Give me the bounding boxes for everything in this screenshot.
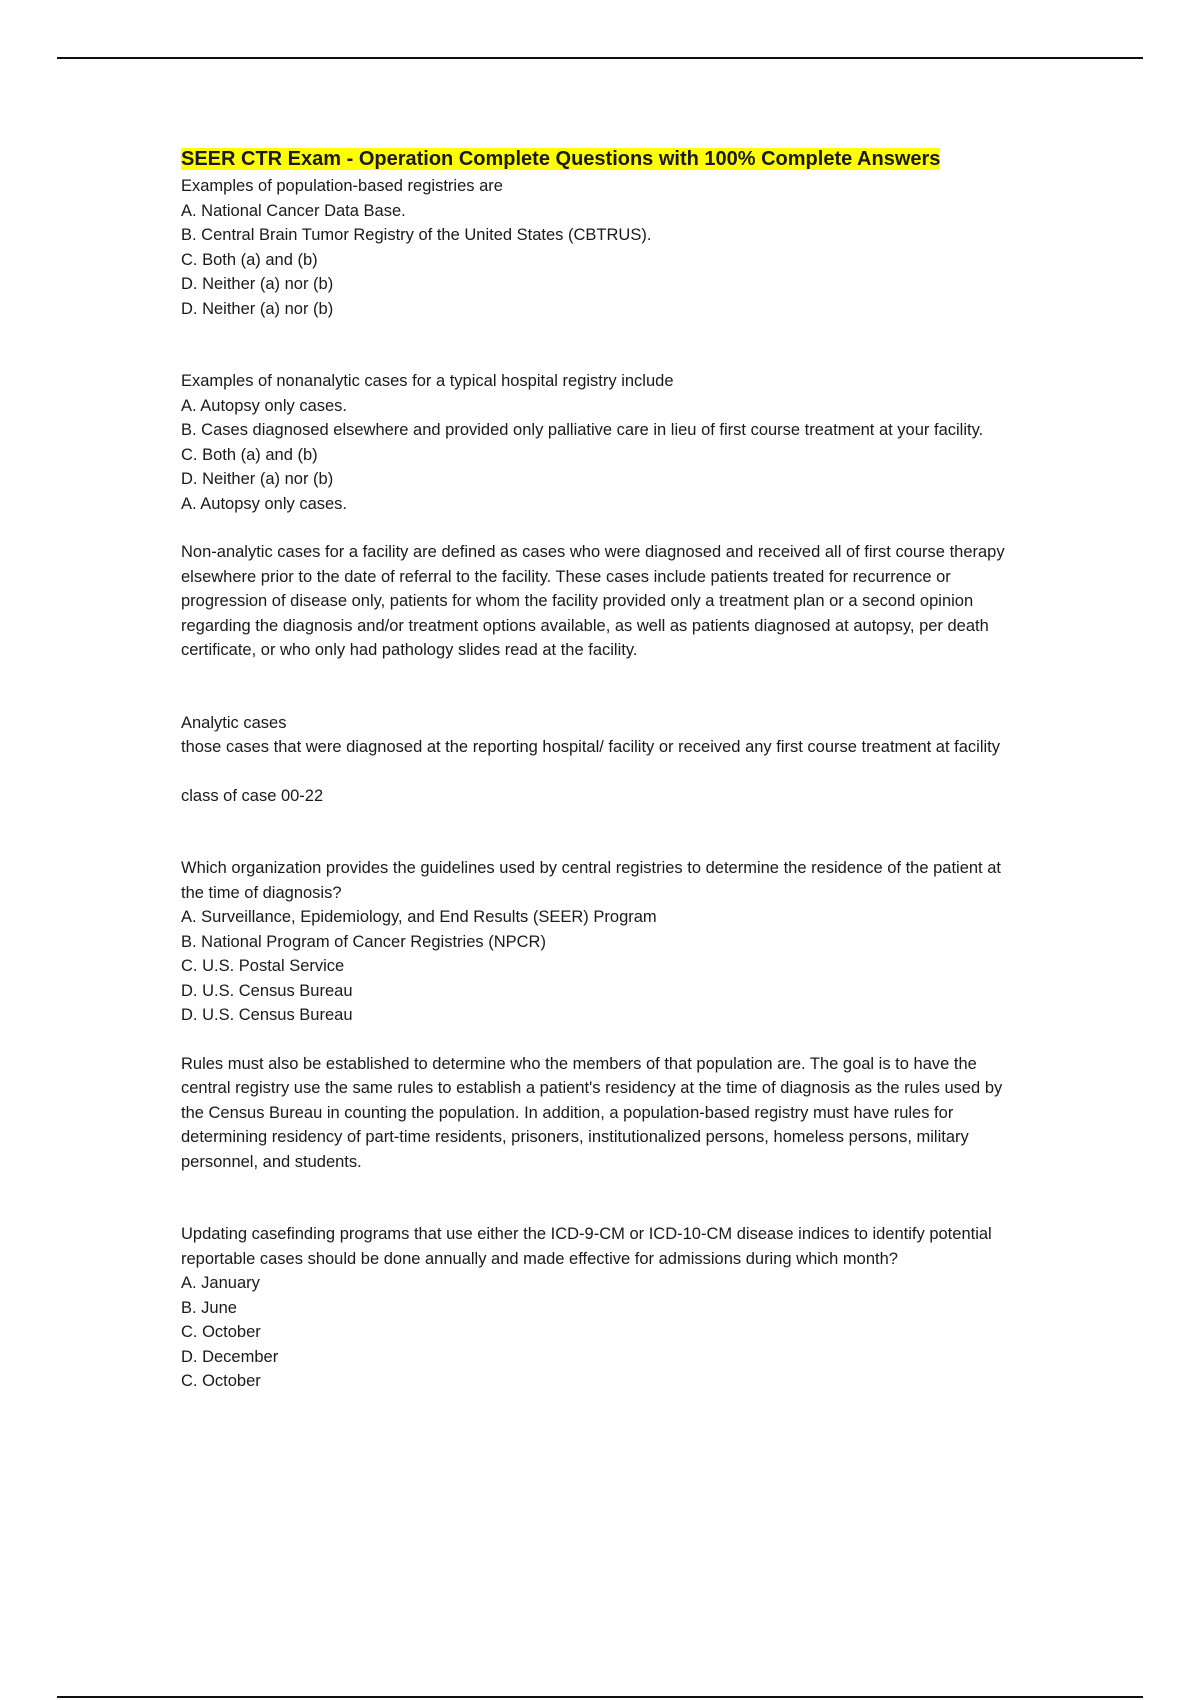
question-block-5	[181, 1222, 1021, 1394]
answer-option: D. Neither (a) nor (b)	[181, 275, 334, 293]
answer-option: D. Neither (a) nor (b)	[181, 470, 334, 488]
term-note: class of case 00-22	[181, 786, 324, 805]
answer-option: A. Autopsy only cases.	[181, 396, 348, 415]
footer-rule	[57, 1696, 1143, 1698]
question-text: Updating casefinding programs that use either the ICD-9-CM or ICD-10-CM disease indices to identify potential reportable cases should be done annually and made effective for admissions during which month?	[181, 1225, 992, 1268]
header-rule	[57, 57, 1143, 59]
answer-option: B. Central Brain Tumor Registry of the United States (CBTRUS).	[181, 226, 652, 244]
answer-option: C. Both (a) and (b)	[181, 445, 318, 464]
term-definition: those cases that were diagnosed at the reporting hospital/ facility or received any first course treatment at facility	[181, 738, 1000, 756]
question-text: Examples of population-based registries are	[181, 177, 503, 195]
question-block-1	[181, 174, 1021, 321]
question-text: Examples of nonanalytic cases for a typical hospital registry include	[181, 372, 674, 390]
correct-answer: C. October	[181, 1372, 261, 1390]
answer-option: C. October	[181, 1323, 261, 1341]
answer-option: D. U.S. Census Bureau	[181, 981, 353, 1000]
answer-option: C. Both (a) and (b)	[181, 250, 318, 269]
term-heading: Analytic cases	[181, 713, 287, 732]
answer-option: B. National Program of Cancer Registries (NPCR)	[181, 932, 546, 951]
question-text: Which organization provides the guidelines used by central registries to determine the residence of the patient at the time of diagnosis?	[181, 859, 1001, 902]
question-block-2	[181, 369, 1021, 663]
document-body	[181, 145, 1021, 1394]
correct-answer: D. U.S. Census Bureau	[181, 1006, 353, 1024]
answer-option: C. U.S. Postal Service	[181, 957, 345, 975]
correct-answer: D. Neither (a) nor (b)	[181, 299, 334, 318]
answer-explanation: Rules must also be established to determine who the members of that population are. The goal is to have the central registry use the same rules to establish a patient's residency at the time of diagnosis as the rules used by the Census Bureau in counting the population. In addition, a population-based registry must have rules for determining residency of part-time residents, prisoners, institutionalized persons, homeless persons, military personnel, and students.	[181, 1054, 1003, 1171]
answer-option: B. June	[181, 1298, 237, 1317]
answer-option: B. Cases diagnosed elsewhere and provided only palliative care in lieu of first course treatment at your facility.	[181, 421, 984, 439]
answer-option: A. Surveillance, Epidemiology, and End Results (SEER) Program	[181, 908, 657, 926]
document-title: SEER CTR Exam - Operation Complete Questions with 100% Complete Answers	[181, 148, 941, 170]
correct-answer: A. Autopsy only cases.	[181, 494, 348, 513]
answer-explanation: Non-analytic cases for a facility are defined as cases who were diagnosed and received all of first course therapy elsewhere prior to the date of referral to the facility. These cases include patients treated for recurrence or progression of disease only, patients for whom the facility provided only a treatment plan or a second opinion regarding the diagnosis and/or treatment options available, as well as patients diagnosed at autopsy, per death certificate, or who only had pathology slides read at the facility.	[181, 543, 1005, 659]
answer-option: A. National Cancer Data Base.	[181, 201, 406, 220]
answer-option: A. January	[181, 1274, 260, 1292]
question-block-3	[181, 711, 1021, 809]
answer-option: D. December	[181, 1347, 279, 1366]
question-block-4	[181, 856, 1021, 1174]
